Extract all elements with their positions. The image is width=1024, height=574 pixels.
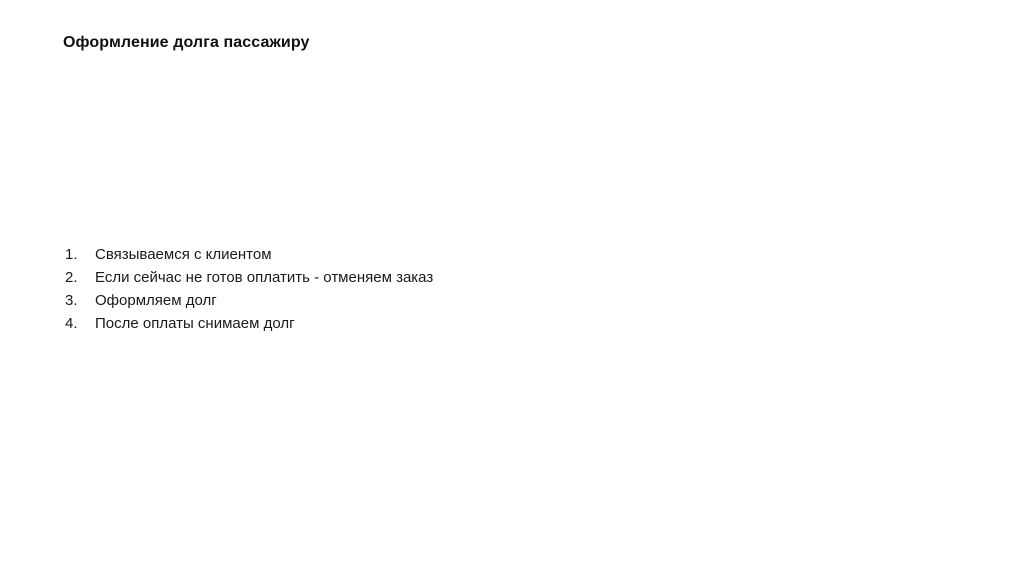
list-item [65,289,433,312]
list-item-number: 1. [65,246,78,263]
numbered-list [65,243,433,335]
list-item-number: 2. [65,269,78,286]
list-item [65,266,433,289]
list-item-text: После оплаты снимаем долг [95,315,295,332]
slide-title: Оформление долга пассажиру [63,34,310,51]
list-item-text: Если сейчас не готов оплатить - отменяем заказ [95,269,434,286]
list-item-text: Оформляем долг [95,292,217,309]
list-item [65,312,433,335]
list-item-text: Связываемся с клиентом [95,246,272,263]
list-item-number: 4. [65,315,78,332]
list-item-number: 3. [65,292,78,309]
list-item [65,243,433,266]
